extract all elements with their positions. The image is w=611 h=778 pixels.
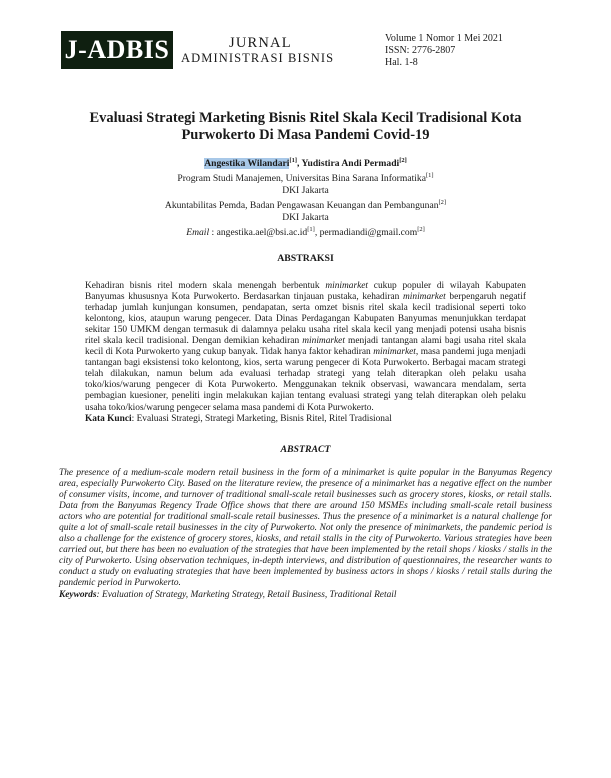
email-line: [60, 224, 551, 239]
email-1-marker: [1]: [307, 225, 315, 233]
affiliation-1-text: Program Studi Manajemen, Universitas Bina Sarana Informatika: [177, 173, 426, 185]
journal-logo: J-ADBIS: [61, 31, 173, 69]
keywords-text: : Evaluation of Strategy, Marketing Strategy, Retail Business, Traditional Retail: [96, 589, 397, 600]
kata-kunci-label: Kata Kunci: [85, 413, 132, 424]
kata-kunci-text: : Evaluasi Strategi, Strategi Marketing, Bisnis Ritel, Ritel Tradisional: [131, 413, 392, 424]
abstraksi-text: menjadi tantangan alami bagi usaha ritel skala kecil di Kota Purwokerto yang cukup banyak. Tidak hanya faktor kehadiran: [85, 336, 527, 358]
journal-meta: [385, 33, 503, 69]
journal-name: [181, 36, 334, 66]
affiliation-2-marker: [2]: [438, 198, 447, 206]
author-separator: ,: [297, 158, 302, 170]
email-separator: :: [209, 226, 217, 238]
page-range: Hal. 1-8: [385, 57, 418, 68]
email-1[interactable]: angestika.ael@bsi.ac.id: [216, 226, 308, 238]
issn-info: ISSN: 2776-2807: [385, 45, 456, 56]
affiliation-2-text: Akuntabilitas Pemda, Badan Pengawasan Keuangan dan Pembangunan: [164, 199, 439, 211]
affiliation-1-city: DKI Jakarta: [282, 184, 329, 196]
abstraksi-emphasis: minimarket: [373, 347, 416, 358]
author-1-name[interactable]: Angestika Wilandari: [204, 158, 290, 170]
abstraksi-heading: ABSTRAKSI: [277, 253, 334, 264]
journal-name-line2: ADMINISTRASI BISNIS: [181, 51, 335, 65]
author-2-marker: [2]: [399, 157, 407, 164]
abstraksi-emphasis: minimarket: [302, 336, 345, 347]
affiliation-2: [60, 197, 551, 212]
abstraksi-text: Kehadiran bisnis ritel modern skala menengah berbentuk: [85, 281, 326, 291]
abstract-heading: ABSTRACT: [280, 444, 331, 455]
abstract-text: The presence of a medium-scale modern retail business in the form of a minimarket is quite popular in the Banyumas Regency area, especially Purwokerto City. Based on the literature review, the presence of a minimarket has a negative effect on the number of consumer visits, income, and turnover of traditional small-scale retail businesses such as grocery stores, kiosks, or retail stalls. Data from the Banyumas Regency Trade Office shows that there are around 150 MSMEs including small-scale retail business actors who are potential for traditional small-scale retail businesses. Thus the presence of a minimarket is a natural challenge for quite a lot of small-scale retail businesses in the city of Purwokerto. Not only the presence of minimarkets, the pandemic period is also a challenge for the existence of grocery stores, kiosks, and retail stalls in the city of Purwokerto. Various strategies have been carried out, but there has been no evaluation of the strategies that have been implemented by the retail shops / kiosks / stalls in the city of Purwokerto. Using observation techniques, in-depth interviews, and distribution of questionnaires, the researcher wants to conduct a study on evaluating strategies that have been implemented by business actors in shops / kiosks / retail stalls during the pandemic period in Purwokerto.: [59, 468, 552, 589]
author-block: [60, 155, 551, 239]
affiliation-1-marker: [1]: [425, 171, 434, 179]
email-2[interactable]: permadiandi@gmail.com: [319, 226, 418, 238]
author-1-marker: [1]: [289, 157, 298, 164]
affiliation-1: [60, 170, 551, 185]
volume-info: Volume 1 Nomor 1 Mei 2021: [385, 33, 503, 44]
abstraksi-emphasis: minimarket: [403, 292, 446, 303]
title-line2: Purwokerto Di Masa Pandemi Covid-19: [181, 127, 430, 143]
abstraksi-text: cukup populer di wilayah Kabupaten Banyumas khususnya Kota Purwokerto. Berdasarkan tinjauan pustaka, kehadiran: [85, 281, 526, 303]
affiliation-2-city: DKI Jakarta: [282, 211, 329, 223]
abstraksi-text: berpengaruh negatif terhadap jumlah kunjungan konsumen, pendapatan, serta omzet bisnis ritel skala kecil tradisional seperti toko kelontong, kios, ataupun warung pengecer. Data Dinas Perdagangan Kabupaten Banyumas menunjukkan terdapat sekitar 150 UMKM dengan termasuk di dalamnya pelaku usaha ritel skala kecil yang menjadi potensi usaha bisnis ritel skala kecil tradisional. Dengan demikian kehadiran: [85, 292, 526, 347]
abstract-body: [59, 468, 552, 601]
abstraksi-text: , masa pandemi juga menjadi tantangan bagi eksistensi toko kelontong, kios, serta warung pengecer di Kota Purwokerto. Berbagai macam strategi telah dilakukan, namun belum ada evaluasi terhadap strategi yang telah diterapkan oleh pelaku usaha toko/kios/warung pengecer di Kota Purwokerto. Menggunakan teknik observasi, wawancara mendalam, serta pembagian kuesioner, peneliti ingin melakukan kajian tentang evaluasi strategi yang telah diterapkan oleh pelaku usaha toko/kios/warung pengecer selama masa pandemi di Kota Purwokerto.: [85, 347, 526, 413]
author-2-name: Yudistira Andi Permadi: [301, 158, 400, 170]
journal-name-line1: JURNAL: [229, 35, 292, 51]
email-comma: ,: [314, 226, 320, 238]
title-line1: Evaluasi Strategi Marketing Bisnis Ritel Skala Kecil Tradisional Kota: [89, 110, 522, 126]
email-2-marker: [2]: [417, 225, 425, 233]
email-label: Email: [186, 226, 210, 238]
paper-title: [60, 110, 551, 144]
author-names: [60, 155, 551, 170]
abstraksi-emphasis: minimarket: [325, 281, 369, 291]
abstraksi-body: [85, 281, 526, 425]
keywords-label: Keywords: [59, 589, 97, 600]
